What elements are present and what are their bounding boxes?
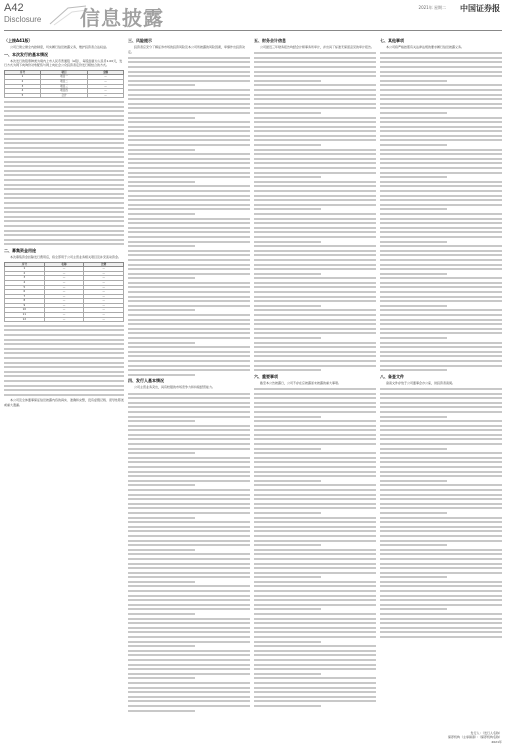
table-cell: — — [84, 271, 124, 276]
text-block — [254, 388, 376, 707]
page-code-en: Disclosure — [4, 15, 42, 24]
paragraph: 公司已建立健全内控制度，切实履行信息披露义务，维护投资者合法权益。 — [10, 45, 110, 49]
column-heading: 六、重要事项 — [254, 373, 278, 379]
table-row — [5, 75, 124, 80]
table-cell: — — [84, 276, 124, 281]
table-cell: — — [44, 308, 84, 313]
header-rule — [4, 30, 502, 31]
table-cell: — — [84, 317, 124, 322]
table-cell: — — [44, 299, 84, 304]
paragraph: 本公司及全体董事保证信息披露内容的真实、准确和完整，没有虚假记载、误导性陈述或重大遗漏。 — [4, 398, 124, 407]
text-block — [4, 101, 124, 245]
table-cell: — — [44, 271, 84, 276]
table-cell: — — [44, 280, 84, 285]
imprint-sponsor: 保荐机构（主承销商）：（保荐机构名称） — [447, 735, 502, 740]
table-cell: 11 — [5, 313, 45, 318]
table-header-cell: 金额 — [88, 70, 124, 75]
imprint-date: 2021年 — [491, 739, 502, 744]
masthead — [0, 0, 506, 34]
table-cell: — — [44, 313, 84, 318]
table-row — [5, 89, 124, 94]
paragraph: 备查文件存放于公司董事会办公室，供投资者查阅。 — [386, 380, 456, 385]
text-block — [254, 52, 376, 371]
table-cell: 5 — [5, 93, 41, 98]
table-cell: 3 — [5, 276, 45, 281]
column-heading: 八、备查文件 — [380, 373, 404, 379]
table-cell: 3 — [5, 84, 41, 89]
table-cell: — — [84, 303, 124, 308]
table-header-cell: 比例 — [84, 262, 124, 267]
table-cell: — — [84, 313, 124, 318]
table-cell: — — [44, 317, 84, 322]
table-cell: 1 — [5, 75, 41, 80]
table-cell: 项目一 — [40, 75, 87, 80]
table-cell: — — [84, 280, 124, 285]
table-cell: 1 — [5, 267, 45, 272]
imprint — [380, 731, 502, 744]
table-cell: 9 — [5, 303, 45, 308]
paper-name: 中国证券报 — [460, 3, 500, 13]
column-heading: （上接A41版） — [4, 38, 33, 43]
data-table-2 — [4, 262, 124, 323]
table-cell: — — [44, 285, 84, 290]
table-cell: 4 — [5, 280, 45, 285]
date-line: 2021年 星期二 — [418, 5, 446, 10]
table-cell: — — [44, 303, 84, 308]
table-cell: — — [84, 290, 124, 295]
paragraph: 本公司将严格按照有关法律法规的要求履行信息披露义务。 — [386, 45, 465, 49]
table-cell: — — [44, 294, 84, 299]
table-header-cell: 序号 — [5, 70, 41, 75]
text-block — [128, 57, 250, 376]
table-row — [5, 93, 124, 98]
table-cell: — — [84, 294, 124, 299]
table-cell: — — [84, 285, 124, 290]
table-cell: 6 — [5, 290, 45, 295]
paragraph: 本次募集资金扣除发行费用后，将全部用于公司主营业务相关项目及补充流动资金。 — [10, 254, 122, 259]
table-cell: 项目二 — [40, 79, 87, 84]
column-heading: 四、发行人基本情况 — [128, 378, 164, 384]
table-cell: — — [88, 93, 124, 98]
table-cell: 项目三 — [40, 84, 87, 89]
text-block — [380, 388, 502, 638]
table-row — [5, 79, 124, 84]
imprint-issuer: 发行人：（发行人名称） — [470, 730, 502, 735]
column-heading: 一、本次发行的基本情况 — [4, 51, 48, 57]
table-cell: 2 — [5, 271, 45, 276]
text-block — [380, 52, 502, 371]
table-cell: — — [88, 84, 124, 89]
data-table-1 — [4, 70, 124, 99]
table-header-cell: 序号 — [5, 262, 45, 267]
column-heading: 二、募集资金用途 — [4, 247, 36, 253]
paragraph: 公司主营业务突出，具有较强的市场竞争力和持续经营能力。 — [134, 385, 216, 390]
table-cell: — — [84, 299, 124, 304]
text-block — [128, 393, 250, 712]
paragraph: 本次发行的股票种类为境内上市人民币普通股（A股），每股面值为人民币1.00元，发行方式为网下向询价对象配售与网上向社会公众投资者定价发行相结合的方式。 — [4, 58, 123, 68]
column-heading: 七、其他事项 — [380, 38, 404, 43]
table-cell: — — [88, 89, 124, 94]
table-cell: 7 — [5, 294, 45, 299]
table-cell: 10 — [5, 308, 45, 313]
table-cell: 8 — [5, 299, 45, 304]
column-4 — [380, 36, 502, 744]
table-cell: — — [88, 75, 124, 80]
paragraph: 公司最近三年财务报告均经会计师事务所审计，并出具了标准无保留意见的审计报告。 — [260, 45, 375, 49]
table-cell: 4 — [5, 89, 41, 94]
table-header-cell: 名称 — [44, 262, 84, 267]
table-cell: — — [88, 79, 124, 84]
table-cell: 5 — [5, 285, 45, 290]
table-cell: 项目四 — [40, 89, 87, 94]
paragraph: 投资者应充分了解证券市场的投资风险及本公司所披露的风险因素，审慎作出投资决定。 — [128, 45, 246, 54]
section-title: 信息披露 — [80, 6, 164, 30]
table-cell: 12 — [5, 317, 45, 322]
column-2 — [128, 36, 250, 744]
table-cell: — — [84, 267, 124, 272]
column-heading: 三、风险提示 — [128, 38, 152, 43]
table-cell: 合计 — [40, 93, 87, 98]
table-cell: — — [84, 308, 124, 313]
page-code: A42 — [4, 2, 24, 14]
column-3 — [254, 36, 376, 744]
table-header-cell: 项目 — [40, 70, 87, 75]
table-cell: 2 — [5, 79, 41, 84]
table-row — [5, 317, 124, 322]
paragraph: 截至本公告披露日，公司不存在应披露而未披露的重大事项。 — [260, 380, 342, 385]
table-row — [5, 84, 124, 89]
column-heading: 五、财务会计信息 — [254, 38, 286, 43]
column-1 — [4, 36, 124, 744]
text-block — [4, 325, 124, 396]
table-cell: — — [44, 276, 84, 281]
table-cell: — — [44, 290, 84, 295]
table-cell: — — [44, 267, 84, 272]
